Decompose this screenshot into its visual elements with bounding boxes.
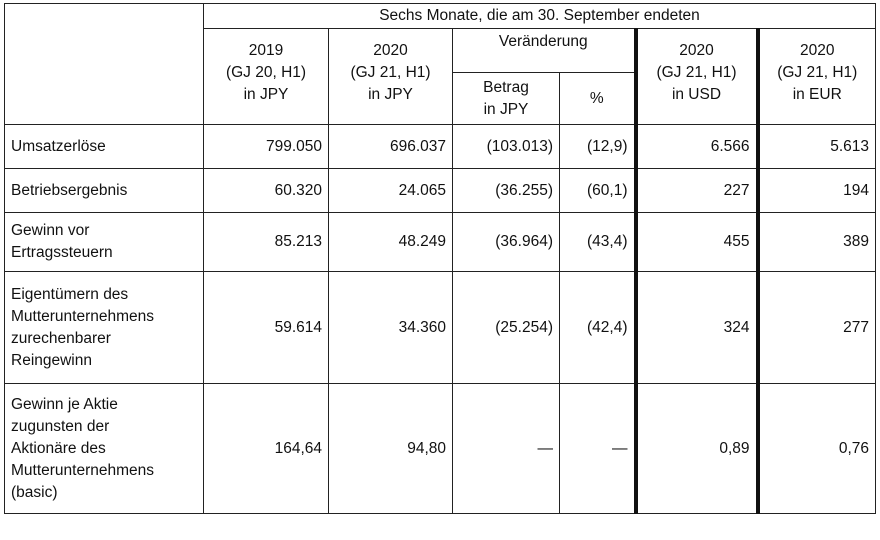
cell-change-amount: (103.013) bbox=[453, 125, 560, 169]
row-label-line: (basic) bbox=[11, 483, 58, 501]
table-row bbox=[5, 384, 876, 514]
cell-change-amount: (36.964) bbox=[453, 213, 560, 272]
header-title: Sechs Monate, die am 30. September endeten bbox=[204, 4, 876, 29]
header-empty-cell bbox=[5, 4, 204, 125]
header-2020-line: 2020 bbox=[373, 42, 408, 59]
header-percent: % bbox=[560, 73, 636, 125]
header-2020-line: (GJ 21, H1) bbox=[350, 64, 431, 81]
header-2019-jpy bbox=[204, 29, 329, 125]
row-label-line: Reingewinn bbox=[11, 351, 92, 369]
cell-2020-usd: 6.566 bbox=[636, 125, 758, 169]
cell-change-percent: (43,4) bbox=[560, 213, 636, 272]
header-usd-line: in USD bbox=[671, 86, 722, 103]
cell-change-percent: — bbox=[560, 384, 636, 514]
row-label bbox=[5, 384, 204, 514]
table-wrapper bbox=[4, 3, 876, 514]
table-row bbox=[5, 213, 876, 272]
row-label bbox=[5, 169, 204, 213]
cell-2020-eur: 5.613 bbox=[758, 125, 876, 169]
cell-change-percent: (60,1) bbox=[560, 169, 636, 213]
table-row bbox=[5, 125, 876, 169]
cell-2019-jpy: 799.050 bbox=[204, 125, 329, 169]
header-2020-usd bbox=[636, 29, 758, 125]
row-label-line: Mutterunternehmens bbox=[11, 307, 155, 325]
row-label bbox=[5, 272, 204, 384]
cell-2020-eur: 194 bbox=[758, 169, 876, 213]
row-label bbox=[5, 125, 204, 169]
cell-change-amount: (36.255) bbox=[453, 169, 560, 213]
header-amount-line: in JPY bbox=[483, 101, 529, 118]
cell-change-amount: (25.254) bbox=[453, 272, 560, 384]
table-row bbox=[5, 169, 876, 213]
cell-change-percent: (42,4) bbox=[560, 272, 636, 384]
row-label-line: Mutterunternehmens bbox=[11, 461, 155, 479]
row-label-line: zugunsten der bbox=[11, 417, 110, 435]
row-label bbox=[5, 213, 204, 272]
cell-change-amount: — bbox=[453, 384, 560, 514]
cell-2019-jpy: 60.320 bbox=[204, 169, 329, 213]
row-label-line: Aktionäre des bbox=[11, 439, 106, 457]
row-label-line: Ertragssteuern bbox=[11, 244, 113, 261]
cell-2019-jpy: 164,64 bbox=[204, 384, 329, 514]
header-2019-line: (GJ 20, H1) bbox=[225, 64, 307, 81]
header-2019-line: in JPY bbox=[243, 86, 289, 103]
header-eur-line: 2020 bbox=[800, 42, 835, 59]
cell-2020-usd: 324 bbox=[636, 272, 758, 384]
cell-2020-usd: 455 bbox=[636, 213, 758, 272]
header-2019-line: 2019 bbox=[248, 42, 284, 59]
header-eur-line: (GJ 21, H1) bbox=[777, 64, 858, 81]
cell-2019-jpy: 59.614 bbox=[204, 272, 329, 384]
cell-2020-jpy: 696.037 bbox=[329, 125, 453, 169]
cell-2020-eur: 0,76 bbox=[758, 384, 876, 514]
cell-2020-usd: 227 bbox=[636, 169, 758, 213]
header-amount-jpy bbox=[453, 73, 560, 125]
row-label-line: Betriebsergebnis bbox=[11, 181, 128, 199]
row-label-line: Gewinn je Aktie bbox=[11, 395, 118, 413]
cell-2020-jpy: 34.360 bbox=[329, 272, 453, 384]
cell-2020-jpy: 94,80 bbox=[329, 384, 453, 514]
cell-2020-usd: 0,89 bbox=[636, 384, 758, 514]
header-2020-eur bbox=[758, 29, 876, 125]
header-2020-jpy bbox=[329, 29, 453, 125]
header-amount-line: Betrag bbox=[483, 79, 529, 96]
financial-table bbox=[4, 3, 876, 514]
cell-2020-eur: 277 bbox=[758, 272, 876, 384]
cell-2020-jpy: 48.249 bbox=[329, 213, 453, 272]
header-usd-line: 2020 bbox=[679, 42, 714, 59]
header-2020-line: in JPY bbox=[368, 86, 413, 103]
cell-2020-jpy: 24.065 bbox=[329, 169, 453, 213]
cell-2019-jpy: 85.213 bbox=[204, 213, 329, 272]
header-usd-line: (GJ 21, H1) bbox=[656, 64, 737, 81]
table-row bbox=[5, 272, 876, 384]
row-label-line: Gewinn vor bbox=[11, 222, 90, 239]
row-label-line: zurechenbarer bbox=[11, 329, 111, 347]
header-eur-line: in EUR bbox=[792, 86, 842, 103]
cell-change-percent: (12,9) bbox=[560, 125, 636, 169]
cell-2020-eur: 389 bbox=[758, 213, 876, 272]
row-label-line: Umsatzerlöse bbox=[11, 137, 106, 155]
header-change: Veränderung bbox=[453, 29, 636, 73]
row-label-line: Eigentümern des bbox=[11, 285, 129, 303]
header-row-title bbox=[5, 4, 876, 29]
